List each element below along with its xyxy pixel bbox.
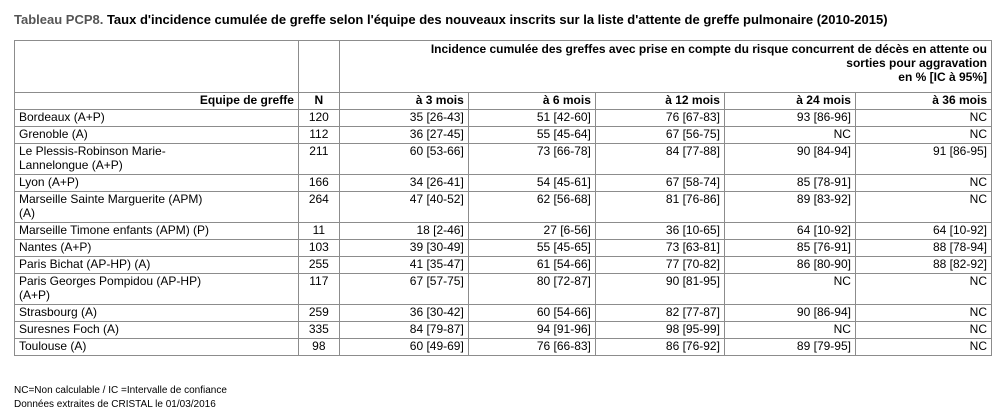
cell-team [15,322,299,339]
cell-24m: NC [724,274,855,305]
table-row [15,274,992,305]
cell-team [15,240,299,257]
cell-3m: 36 [27-45] [339,127,468,144]
cell-6m: 94 [91-96] [468,322,595,339]
cell-12m: 67 [58-74] [595,175,724,192]
team-name-line: Suresnes Foch (A) [19,322,120,336]
column-header-12m: à 12 mois [595,93,724,110]
cell-12m: 76 [67-83] [595,110,724,127]
table-title [14,12,888,27]
cell-24m: 90 [84-94] [724,144,855,175]
cell-6m: 54 [45-61] [468,175,595,192]
team-name-line: Marseille Sainte Marguerite (APM) [19,192,203,206]
cell-6m: 27 [6-56] [468,223,595,240]
cell-12m: 86 [76-92] [595,339,724,356]
cell-24m: NC [724,127,855,144]
cell-6m: 51 [42-60] [468,110,595,127]
team-name-line: Bordeaux (A+P) [19,110,105,124]
column-header-24m: à 24 mois [724,93,855,110]
footnote-abbreviations: NC=Non calculable / IC =Intervalle de confiance [14,385,227,396]
cell-24m: 89 [83-92] [724,192,855,223]
incidence-table [14,40,992,356]
cell-36m: NC [855,175,991,192]
cell-36m: 64 [10-92] [855,223,991,240]
cell-3m: 36 [30-42] [339,305,468,322]
cell-6m: 73 [66-78] [468,144,595,175]
cell-12m: 90 [81-95] [595,274,724,305]
cell-24m: 85 [78-91] [724,175,855,192]
table-row [15,257,992,274]
table-row [15,339,992,356]
cell-3m: 35 [26-43] [339,110,468,127]
column-header-3m: à 3 mois [339,93,468,110]
team-name-line: Nantes (A+P) [19,240,92,254]
cell-n: 166 [298,175,339,192]
cell-6m: 55 [45-64] [468,127,595,144]
team-name-line: (A+P) [19,288,51,302]
cell-12m: 73 [63-81] [595,240,724,257]
column-header-36m: à 36 mois [855,93,991,110]
cell-3m: 67 [57-75] [339,274,468,305]
column-header-6m: à 6 mois [468,93,595,110]
table-row [15,223,992,240]
column-header-n: N [298,93,339,110]
cell-6m: 62 [56-68] [468,192,595,223]
table-row [15,322,992,339]
cell-36m: 91 [86-95] [855,144,991,175]
header-top-row [15,41,992,93]
cell-team [15,192,299,223]
cell-team [15,175,299,192]
cell-12m: 81 [76-86] [595,192,724,223]
team-name-line: Marseille Timone enfants (APM) (P) [19,223,210,237]
team-name-line: Paris Georges Pompidou (AP-HP) [19,274,202,288]
cell-12m: 84 [77-88] [595,144,724,175]
cell-n: 255 [298,257,339,274]
team-name-line: Strasbourg (A) [19,305,98,319]
table-number: Tableau PCP8. [14,12,104,27]
cell-6m: 76 [66-83] [468,339,595,356]
cell-team [15,144,299,175]
cell-n: 103 [298,240,339,257]
cell-3m: 60 [53-66] [339,144,468,175]
cell-6m: 80 [72-87] [468,274,595,305]
cell-6m: 55 [45-65] [468,240,595,257]
cell-n: 335 [298,322,339,339]
cell-36m: 88 [78-94] [855,240,991,257]
footnote-source: Données extraites de CRISTAL le 01/03/2016 [14,399,216,410]
span-header-line: sorties pour aggravation [846,56,987,70]
table-row [15,127,992,144]
table-row [15,144,992,175]
cell-24m: 64 [10-92] [724,223,855,240]
cell-36m: NC [855,110,991,127]
header-empty-cell [298,41,339,93]
cell-24m: 85 [76-91] [724,240,855,257]
incidence-span-header [339,41,991,93]
cell-team [15,305,299,322]
cell-team [15,274,299,305]
cell-3m: 39 [30-49] [339,240,468,257]
cell-team [15,127,299,144]
table-row [15,240,992,257]
team-name-line: Paris Bichat (AP-HP) (A) [19,257,151,271]
cell-n: 211 [298,144,339,175]
cell-team [15,257,299,274]
table-row [15,192,992,223]
cell-24m: 86 [80-90] [724,257,855,274]
cell-24m: 90 [86-94] [724,305,855,322]
table-row [15,175,992,192]
team-name-line: Toulouse (A) [19,339,87,353]
team-name-line: Lyon (A+P) [19,175,79,189]
cell-12m: 98 [95-99] [595,322,724,339]
cell-36m: NC [855,274,991,305]
cell-n: 259 [298,305,339,322]
cell-n: 120 [298,110,339,127]
span-header-line: Incidence cumulée des greffes avec prise en compte du risque concurrent de décès en attente ou [430,42,987,56]
team-name-line: (A) [19,206,35,220]
team-name-line: Lannelongue (A+P) [19,158,123,172]
table-body [15,110,992,356]
table-row [15,305,992,322]
cell-3m: 84 [79-87] [339,322,468,339]
cell-36m: NC [855,339,991,356]
cell-3m: 18 [2-46] [339,223,468,240]
column-header-team: Equipe de greffe [15,93,299,110]
cell-24m: 93 [86-96] [724,110,855,127]
cell-24m: 89 [79-95] [724,339,855,356]
span-header-line: en % [IC à 95%] [898,70,987,84]
cell-6m: 60 [54-66] [468,305,595,322]
cell-12m: 82 [77-87] [595,305,724,322]
cell-12m: 77 [70-82] [595,257,724,274]
cell-team [15,339,299,356]
table-caption: Taux d'incidence cumulée de greffe selon l'équipe des nouveaux inscrits sur la liste d'attente de greffe pulmonaire (2010-2015) [103,12,888,27]
cell-24m: NC [724,322,855,339]
cell-3m: 34 [26-41] [339,175,468,192]
cell-n: 98 [298,339,339,356]
team-name-line: Le Plessis-Robinson Marie- [19,144,166,158]
cell-team [15,223,299,240]
cell-12m: 36 [10-65] [595,223,724,240]
cell-6m: 61 [54-66] [468,257,595,274]
cell-36m: NC [855,305,991,322]
cell-36m: NC [855,322,991,339]
cell-3m: 60 [49-69] [339,339,468,356]
cell-36m: NC [855,127,991,144]
cell-36m: 88 [82-92] [855,257,991,274]
team-name-line: Grenoble (A) [19,127,88,141]
cell-team [15,110,299,127]
cell-n: 112 [298,127,339,144]
cell-3m: 41 [35-47] [339,257,468,274]
cell-n: 117 [298,274,339,305]
column-header-row [15,93,992,110]
cell-n: 264 [298,192,339,223]
cell-12m: 67 [56-75] [595,127,724,144]
table-row [15,110,992,127]
cell-3m: 47 [40-52] [339,192,468,223]
header-empty-cell [15,41,299,93]
cell-n: 11 [298,223,339,240]
cell-36m: NC [855,192,991,223]
